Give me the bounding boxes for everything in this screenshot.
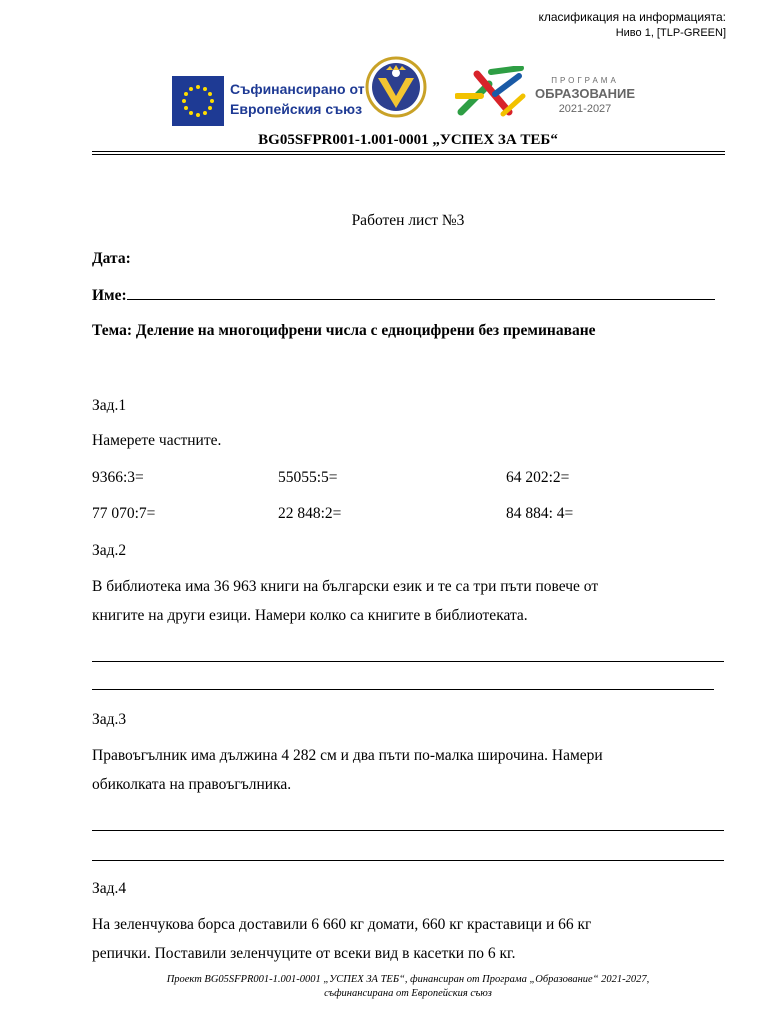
task1-expression: 9366:3= (92, 469, 144, 486)
programme-mark-icon (455, 66, 527, 118)
programme-logo-text (535, 76, 635, 116)
footer-line2: съфинансирана от Европейския съюз (324, 988, 492, 999)
classification-label: класификация на информацията: (538, 10, 726, 24)
task1-label: Зад.1 (92, 397, 127, 414)
classification-notice (539, 9, 727, 41)
eu-logo-text (230, 79, 365, 119)
name-row (92, 285, 715, 306)
header-divider-top (92, 151, 725, 152)
page-footer (92, 973, 724, 1001)
programme-logo-line3: 2021-2027 (558, 103, 612, 115)
name-input-line[interactable] (127, 285, 715, 300)
topic-line: Тема: Деление на многоцифрени числа с едноцифрени без преминаване (92, 322, 596, 339)
header-divider-bottom (92, 154, 725, 155)
task1-expression: 64 202:2= (506, 469, 570, 486)
task1-expression: 22 848:2= (278, 505, 342, 522)
eu-cofunded-logo (172, 76, 365, 126)
task3-text-line1: Правоъгълник има дължина 4 282 см и два пъти по-малка широчина. Намери (92, 747, 603, 764)
education-programme-logo (455, 66, 655, 118)
date-label: Дата: (92, 250, 131, 267)
footer-line1: Проект BG05SFPR001-1.001-0001 „УСПЕХ ЗА ТЕБ“, финансиран от Програма „Образование“ 2021-2027, (166, 974, 650, 985)
eu-logo-text-line1: Съфинансирано от (230, 81, 365, 97)
classification-level: Ниво 1, [TLP-GREEN] (615, 27, 726, 39)
task4-text-line1: На зеленчукова борса доставили 6 660 кг домати, 660 кг краставици и 66 кг (92, 916, 592, 933)
task2-answer-line[interactable] (92, 689, 714, 690)
task2-label: Зад.2 (92, 542, 127, 559)
task1-expression: 84 884: 4= (506, 505, 574, 522)
eu-flag-icon (172, 76, 224, 126)
task3-label: Зад.3 (92, 711, 127, 728)
eu-logo-text-line2: Европейския съюз (230, 101, 363, 117)
programme-logo-line2: ОБРАЗОВАНИЕ (535, 86, 635, 101)
worksheet-title: Работен лист №3 (351, 212, 465, 229)
project-title: BG05SFPR001-1.001-0001 „УСПЕХ ЗА ТЕБ“ (258, 132, 558, 148)
task1-expression: 55055:5= (278, 469, 338, 486)
task4-label: Зад.4 (92, 880, 127, 897)
task2-text-line2: книгите на други езици. Намери колко са книгите в библиотеката. (92, 607, 528, 624)
task3-answer-line[interactable] (92, 860, 724, 861)
task2-answer-line[interactable] (92, 661, 724, 662)
task3-answer-line[interactable] (92, 830, 724, 831)
task2-text-line1: В библиотека има 36 963 книги на български език и те са три пъти повече от (92, 578, 599, 595)
task1-expression: 77 070:7= (92, 505, 156, 522)
ministry-crest-icon (364, 56, 428, 118)
programme-logo-line1: ПРОГРАМА (551, 76, 619, 85)
name-label: Име: (92, 287, 127, 304)
task4-text-line2: репички. Поставили зеленчуците от всеки вид в касетки по 6 кг. (92, 945, 516, 962)
task1-instruction: Намерете частните. (92, 432, 222, 449)
task3-text-line2: обиколката на правоъгълника. (92, 776, 292, 793)
